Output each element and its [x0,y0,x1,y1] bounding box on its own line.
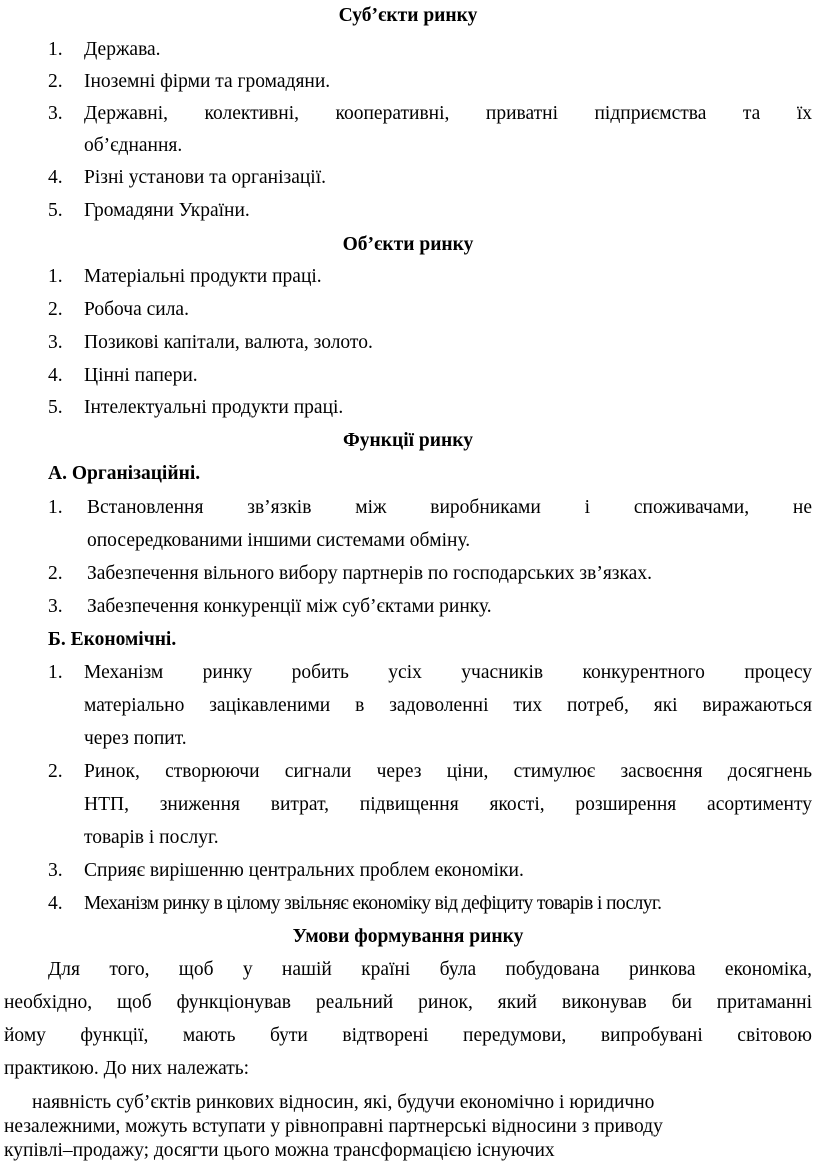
list-number: 3. [48,596,63,617]
list-item-line: НТП, зниження витрат, підвищення якості, розширення асортименту [84,794,812,815]
section-title-subjects: Суб’єкти ринку [338,5,478,26]
list-item: Різні установи та організації. [84,167,327,188]
list-number: 2. [48,563,63,584]
list-number: 4. [48,893,63,914]
paragraph-line: необхідно, щоб функціонував реальний ринок, який виконував би притаманні [4,992,812,1013]
list-item: Робоча сила. [84,299,189,320]
list-item: Сприяє вирішенню центральних проблем економіки. [84,860,524,881]
list-item: Держава. [84,39,161,60]
list-number: 4. [48,365,63,386]
list-number: 3. [48,860,63,881]
list-item-line: матеріально зацікавленими в задоволенні тих потреб, які виражаються [84,695,812,716]
list-number: 5. [48,397,63,418]
list-item: Іноземні фірми та громадяни. [84,71,331,92]
list-item: Механізм ринку в цілому звільняє економіку від дефіциту товарів і послуг. [84,893,662,914]
paragraph-line: Для того, щоб у нашій країні була побудована ринкова економіка, [48,959,812,980]
paragraph-line: незалежними, можуть вступати у рівноправні партнерські відносини з приводу [4,1116,663,1137]
list-number: 2. [48,71,63,92]
list-number: 1. [48,266,63,287]
list-number: 4. [48,167,63,188]
paragraph-line: практикою. До них належать: [4,1058,250,1079]
list-item: Матеріальні продукти праці. [84,266,322,287]
list-item-line: Ринок, створюючи сигнали через ціни, стимулює засвоєння досягнень [84,761,812,782]
list-number: 3. [48,332,63,353]
list-item-line: опосередкованими іншими системами обміну. [87,530,471,551]
paragraph-line: купівлі–продажу; досягти цього можна трансформацією існуючих [4,1140,555,1161]
list-item-line: через попит. [84,728,187,749]
list-number: 5. [48,200,63,221]
list-item: Забезпечення вільного вибору партнерів по господарських зв’язках. [87,563,652,584]
section-title-functions: Функції ринку [343,430,473,451]
list-item-line: товарів і послуг. [84,827,219,848]
list-number: 2. [48,299,63,320]
list-number: 1. [48,662,63,683]
paragraph-line: йому функції, мають бути відтворені передумови, випробувані світовою [4,1025,812,1046]
paragraph-line: наявність суб’єктів ринкових відносин, які, будучи економічно і юридично [32,1092,655,1113]
list-item: Забезпечення конкуренції між суб’єктами ринку. [87,596,492,617]
subsection-heading-organizational: А. Організаційні. [48,463,201,484]
list-number: 2. [48,761,63,782]
list-item: Позикові капітали, валюта, золото. [84,332,373,353]
list-item-line: об’єднання. [84,135,183,156]
list-item-line: Механізм ринку робить усіх учасників конкурентного процесу [84,662,812,683]
list-number: 1. [48,39,63,60]
subsection-heading-economic: Б. Економічні. [48,629,177,650]
list-item-line: Державні, колективні, кооперативні, приватні підприємства та їх [84,103,812,124]
section-title-objects: Об’єкти ринку [342,234,474,255]
list-item-line: Встановлення зв’язків між виробниками і споживачами, не [87,497,812,518]
list-item: Інтелектуальні продукти праці. [84,397,344,418]
list-item: Громадяни України. [84,200,250,221]
section-title-conditions: Умови формування ринку [292,926,524,947]
list-number: 1. [48,497,63,518]
list-item: Цінні папери. [84,365,198,386]
list-number: 3. [48,103,63,124]
